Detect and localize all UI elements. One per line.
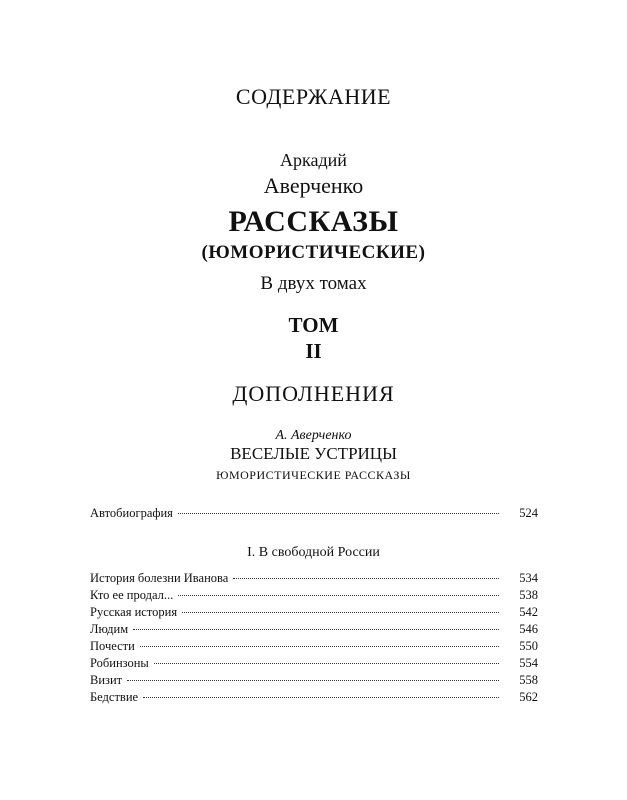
dot-leader (233, 578, 499, 579)
toc-entry (90, 621, 538, 638)
toc-entry-page: 562 (519, 690, 538, 704)
toc-entry (90, 570, 538, 587)
author-first-name: Аркадий (280, 150, 347, 170)
collection-author: А. Аверченко (275, 428, 352, 443)
section-heading: I. В свободной России (247, 545, 380, 560)
dot-leader (133, 629, 499, 630)
toc-entry (90, 655, 538, 672)
dot-leader (140, 646, 499, 647)
toc-entry-page: 524 (519, 506, 538, 520)
dot-leader (182, 612, 499, 613)
toc-entry-title: Кто ее продал... (90, 588, 174, 602)
book-subtitle: (ЮМОРИСТИЧЕСКИЕ) (201, 242, 426, 263)
toc-entry-title: История болезни Иванова (90, 571, 229, 585)
volume-label: ТОМ (288, 313, 339, 337)
toc-entry (90, 604, 538, 621)
collection-subtitle: ЮМОРИСТИЧЕСКИЕ РАССКАЗЫ (216, 468, 411, 482)
volume-number: II (305, 339, 322, 363)
toc-entry-title: Почести (90, 639, 135, 653)
contents-heading: СОДЕРЖАНИЕ (235, 84, 392, 109)
toc-entry (90, 505, 538, 522)
supplements-heading: ДОПОЛНЕНИЯ (232, 381, 395, 406)
dot-leader (154, 663, 499, 664)
toc-entry-page: 554 (519, 656, 538, 670)
dot-leader (178, 595, 499, 596)
toc-entry-page: 538 (519, 588, 538, 602)
toc-entry (90, 638, 538, 655)
collection-title: ВЕСЕЛЫЕ УСТРИЦЫ (230, 444, 397, 463)
toc-entry-page: 534 (519, 571, 538, 585)
toc-entry-page: 542 (519, 605, 538, 619)
toc-entry-page: 558 (519, 673, 538, 687)
author-last-name: Аверченко (263, 173, 364, 198)
toc-entry (90, 672, 538, 689)
toc-entry-title: Русская история (90, 605, 178, 619)
toc-entry-title: Бедствие (90, 690, 139, 704)
toc-entry-page: 550 (519, 639, 538, 653)
toc-entry-title: Автобиография (90, 506, 173, 520)
toc-entry-title: Робинзоны (90, 656, 149, 670)
book-title: РАССКАЗЫ (228, 205, 399, 238)
volumes-note: В двух томах (260, 273, 367, 294)
toc-entry (90, 587, 538, 604)
dot-leader (143, 697, 499, 698)
toc-entry (90, 689, 538, 706)
toc-entry-title: Визит (90, 673, 123, 687)
dot-leader (127, 680, 499, 681)
toc-entry-page: 546 (519, 622, 538, 636)
dot-leader (178, 513, 499, 514)
toc-entry-title: Людим (90, 622, 129, 636)
